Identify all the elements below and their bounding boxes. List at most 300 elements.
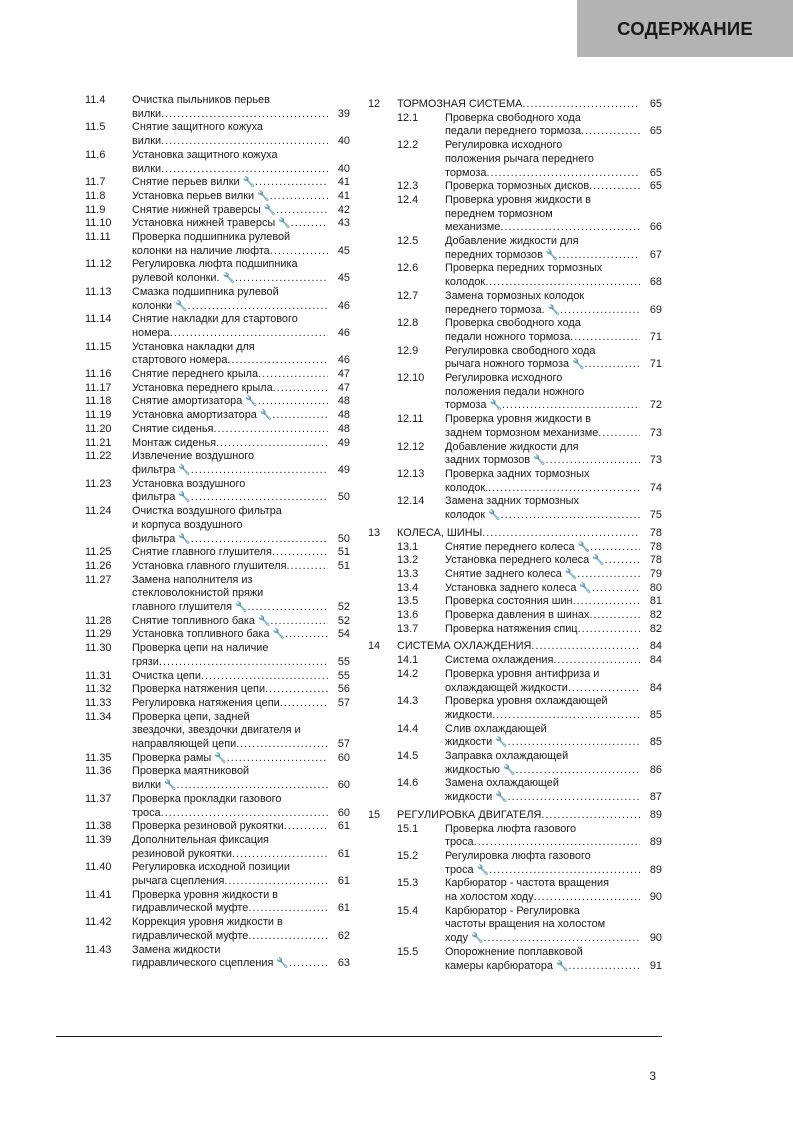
toc-entry-number: 15.5 — [397, 945, 419, 958]
toc-entry-title-line: грязи — [132, 655, 159, 668]
toc-entry-number: 11.13 — [85, 285, 112, 298]
toc-entry-title-line: Коррекция уровня жидкости в — [132, 916, 283, 929]
toc-entry[interactable] — [85, 94, 350, 121]
toc-entry-page: 65 — [649, 166, 662, 179]
toc-entry-title-line: частоты вращения на холостом — [445, 918, 606, 931]
toc-entry-title-line: Проверка тормозных дисков — [445, 180, 590, 193]
toc-entry-number: 15.4 — [397, 904, 419, 917]
toc-entry[interactable] — [368, 527, 662, 541]
toc-entry[interactable] — [85, 341, 350, 368]
dot-leader — [474, 836, 640, 850]
dot-leader — [201, 670, 328, 684]
toc-entry-page: 82 — [649, 622, 662, 635]
toc-entry-title-line: ходу — [445, 932, 468, 945]
toc-entry-number: 13.4 — [397, 581, 419, 594]
toc-entry[interactable] — [368, 180, 662, 194]
dot-leader — [508, 791, 640, 805]
toc-entry[interactable] — [368, 441, 662, 468]
toc-entry[interactable] — [85, 628, 350, 642]
toc-entry-title-line: Заправка охлаждающей — [445, 750, 569, 763]
toc-entry-number: 11.15 — [85, 340, 112, 353]
toc-entry[interactable] — [85, 382, 350, 396]
toc-entry[interactable] — [85, 670, 350, 684]
wrench-icon: 🔧 — [495, 792, 508, 804]
toc-entry-title-line: жидкости — [445, 736, 493, 749]
toc-entry-title-line: Установка топливного бака — [132, 628, 270, 641]
toc-entry-title-line: троса — [445, 863, 474, 876]
toc-entry-title-line: Регулировка люфта подшипника — [132, 258, 298, 271]
toc-entry[interactable] — [85, 834, 350, 861]
toc-entry[interactable] — [368, 495, 662, 522]
toc-entry-page: 56 — [337, 683, 350, 696]
toc-entry-title-line: Установка главного глушителя — [132, 559, 287, 572]
toc-entry-number: 14.4 — [397, 722, 419, 735]
toc-entry-page: 85 — [649, 708, 662, 721]
toc-entry-number: 14.2 — [397, 667, 419, 680]
toc-entry[interactable] — [85, 437, 350, 451]
toc-entry-page: 90 — [649, 932, 662, 945]
toc-entry[interactable] — [85, 683, 350, 697]
toc-entry[interactable] — [85, 765, 350, 792]
toc-entry[interactable] — [368, 609, 662, 623]
toc-entry[interactable] — [368, 595, 662, 609]
toc-entry-number: 11.4 — [85, 94, 106, 106]
dot-leader — [276, 204, 328, 218]
toc-entry[interactable] — [85, 711, 350, 752]
toc-entry[interactable] — [85, 176, 350, 190]
toc-entry-number: 12.14 — [397, 495, 425, 508]
toc-entry-number: 11.26 — [85, 559, 112, 572]
toc-entry[interactable] — [85, 752, 350, 766]
toc-entry-number: 11.42 — [85, 916, 112, 929]
toc-entry-page: 84 — [649, 681, 662, 694]
toc-entry-page: 52 — [337, 614, 350, 627]
toc-entry-number: 11.16 — [85, 368, 112, 381]
toc-entry[interactable] — [368, 695, 662, 722]
toc-entry[interactable] — [368, 723, 662, 750]
toc-entry-number: 11.30 — [85, 642, 112, 655]
toc-entry-title-line: переднего тормоза. — [445, 303, 545, 316]
toc-entry-page: 48 — [337, 422, 350, 435]
wrench-icon: 🔧 — [592, 555, 605, 567]
toc-entry[interactable] — [368, 98, 662, 112]
dot-leader — [255, 176, 328, 190]
toc-entry[interactable] — [368, 317, 662, 344]
wrench-icon: 🔧 — [476, 864, 490, 876]
dot-leader — [568, 682, 640, 696]
toc-entry[interactable] — [368, 809, 662, 823]
toc-entry[interactable] — [85, 560, 350, 574]
toc-entry-number: 12.7 — [397, 289, 419, 302]
toc-entry[interactable] — [368, 290, 662, 317]
toc-entry[interactable] — [368, 877, 662, 904]
toc-entry-title-line: Снятие нижней траверсы — [132, 203, 261, 216]
toc-entry-page: 46 — [337, 354, 350, 367]
toc-entry-number: 11.36 — [85, 765, 112, 778]
dot-leader — [170, 327, 328, 341]
wrench-icon: 🔧 — [259, 410, 273, 422]
toc-entry[interactable] — [85, 149, 350, 176]
toc-entry-page: 57 — [337, 738, 350, 751]
dot-leader — [191, 491, 328, 505]
toc-entry-page: 49 — [337, 436, 350, 449]
wrench-icon: 🔧 — [545, 249, 559, 261]
toc-entry-number: 11.24 — [85, 505, 112, 518]
toc-entry[interactable] — [85, 409, 350, 423]
toc-entry-page: 61 — [337, 902, 350, 915]
toc-entry-number: 11.7 — [85, 176, 106, 189]
toc-entry[interactable] — [85, 258, 350, 285]
dot-leader — [272, 546, 328, 560]
toc-entry-title-line: Замена задних тормозных — [445, 495, 579, 508]
toc-entry-title-line: Проверка маятниковой — [132, 765, 250, 778]
toc-entry-title-line: на холостом ходу — [445, 891, 534, 904]
toc-entry[interactable] — [368, 905, 662, 946]
toc-entry[interactable] — [85, 820, 350, 834]
toc-entry-title-line: Регулировка свободного хода — [445, 344, 596, 357]
toc-entry[interactable] — [85, 286, 350, 313]
toc-entry-number: 14.3 — [397, 695, 419, 708]
toc-entry-number: 12.4 — [397, 193, 419, 206]
wrench-icon: 🔧 — [564, 568, 578, 580]
toc-entry[interactable] — [85, 793, 350, 820]
toc-entry[interactable] — [85, 642, 350, 669]
toc-entry-page: 82 — [649, 609, 662, 622]
toc-entry-title-line: КОЛЕСА, ШИНЫ — [397, 526, 483, 539]
wrench-icon: 🔧 — [547, 304, 560, 316]
toc-entry[interactable] — [85, 231, 350, 258]
dot-leader — [232, 848, 328, 862]
toc-entry-title-line: охлаждающей жидкости — [445, 681, 568, 694]
wrench-icon: 🔧 — [175, 300, 188, 312]
toc-entry-title-line: Регулировка исходного — [445, 139, 563, 152]
toc-entry-title-line: Проверка уровня жидкости в — [132, 888, 278, 901]
toc-entry-title-line: Проверка уровня охлаждающей — [445, 695, 608, 708]
toc-entry-title-line: Замена жидкости — [132, 943, 221, 956]
toc-entry-number: 11.37 — [85, 792, 112, 805]
toc-entry[interactable] — [85, 615, 350, 629]
toc-entry-title-line: и корпуса воздушного — [132, 518, 243, 531]
toc-entry[interactable] — [368, 235, 662, 262]
dot-leader — [248, 930, 328, 944]
toc-entry-title-line: гидравлической муфте — [132, 929, 249, 942]
toc-entry[interactable] — [368, 194, 662, 235]
wrench-icon: 🔧 — [470, 933, 484, 945]
dot-leader — [482, 527, 640, 541]
wrench-icon: 🔧 — [178, 492, 191, 504]
wrench-icon: 🔧 — [257, 615, 271, 627]
wrench-icon: 🔧 — [278, 218, 291, 230]
toc-entry-title-line: колонки на наличие люфта — [132, 244, 270, 257]
toc-entry[interactable] — [368, 668, 662, 695]
toc-entry-page: 73 — [649, 454, 662, 467]
toc-entry-title-line: жидкости — [445, 708, 493, 721]
toc-entry-title-line: гидравлической муфте — [132, 902, 249, 915]
toc-entry-title-line: Проверка уровня жидкости в — [445, 193, 591, 206]
toc-column-right — [368, 94, 662, 973]
toc-entry-number: 13.1 — [397, 540, 419, 553]
toc-entry-title-line: положения рычага переднего — [445, 152, 594, 165]
toc-entry[interactable] — [85, 574, 350, 615]
toc-entry-title-line: тормоза — [445, 399, 487, 412]
toc-entry[interactable] — [368, 541, 662, 555]
toc-entry-page: 40 — [337, 162, 350, 175]
toc-entry[interactable] — [85, 204, 350, 218]
toc-entry-number: 14.5 — [397, 750, 419, 763]
wrench-icon: 🔧 — [533, 455, 546, 467]
dot-leader — [560, 304, 640, 318]
dot-leader — [577, 568, 640, 582]
toc-entry-number: 11.6 — [85, 148, 106, 161]
toc-entry[interactable] — [368, 568, 662, 582]
toc-entry[interactable] — [368, 262, 662, 289]
dot-leader — [284, 820, 328, 834]
toc-entry-page: 68 — [649, 276, 662, 289]
toc-entry-page: 85 — [649, 736, 662, 749]
dot-leader — [534, 891, 640, 905]
toc-entry-page: 60 — [337, 779, 350, 792]
page-number: 3 — [649, 1069, 656, 1083]
dot-leader — [248, 902, 328, 916]
wrench-icon: 🔧 — [495, 737, 508, 749]
toc-entry-page: 78 — [649, 526, 662, 539]
toc-entry-number: 11.23 — [85, 477, 112, 490]
toc-entry-title-line: вилки — [132, 107, 162, 120]
toc-entry-number: 13.7 — [397, 622, 419, 635]
toc-entry[interactable] — [85, 423, 350, 437]
toc-entry-number: 11.18 — [85, 395, 112, 408]
toc-entry-title-line: Регулировка натяжения цепи — [132, 696, 280, 709]
toc-entry-title-line: РЕГУЛИРОВКА ДВИГАТЕЛЯ — [397, 808, 542, 821]
toc-entry-title-line: тормоза — [445, 166, 487, 179]
toc-entry[interactable] — [368, 750, 662, 777]
toc-entry[interactable] — [368, 139, 662, 180]
toc-entry-title-line: Дополнительная фиксация — [132, 833, 269, 846]
toc-entry[interactable] — [368, 582, 662, 596]
toc-entry-page: 40 — [337, 135, 350, 148]
toc-entry-page: 43 — [337, 217, 350, 230]
toc-entry-number: 11.31 — [85, 669, 112, 682]
dot-leader — [568, 960, 640, 974]
toc-entry-title-line: Проверка цепи, задней — [132, 710, 250, 723]
toc-entry[interactable] — [368, 372, 662, 413]
toc-entry[interactable] — [85, 368, 350, 382]
toc-entry-title-line: Установка переднего крыла — [132, 381, 273, 394]
toc-entry-title-line: Слив охлаждающей — [445, 722, 547, 735]
toc-entry[interactable] — [85, 546, 350, 560]
toc-entry[interactable] — [368, 640, 662, 654]
toc-entry-page: 89 — [649, 808, 662, 821]
toc-entry-page: 71 — [649, 330, 662, 343]
toc-entry-page: 65 — [649, 180, 662, 193]
dot-leader — [488, 482, 640, 496]
dot-leader — [573, 595, 640, 609]
toc-entry-title-line: фильтра — [132, 491, 176, 504]
toc-entry-title-line: колонки — [132, 299, 173, 312]
toc-entry[interactable] — [368, 654, 662, 668]
toc-entry-number: 15 — [368, 808, 381, 821]
toc-entry-title-line: Замена тормозных колодок — [445, 289, 585, 302]
toc-entry-page: 54 — [337, 628, 350, 641]
toc-entry-number: 13.3 — [397, 567, 419, 580]
toc-entry-title-line: Снятие защитного кожуха — [132, 121, 263, 134]
toc-entry-title-line: Установка переднего колеса — [445, 554, 590, 567]
toc-entry[interactable] — [368, 413, 662, 440]
toc-entry-title-line: Регулировка исходного — [445, 372, 563, 385]
dot-leader — [589, 609, 640, 623]
dot-leader — [236, 738, 328, 752]
dot-leader — [500, 221, 640, 235]
toc-entry[interactable] — [368, 777, 662, 804]
toc-entry-title-line: вилки — [132, 135, 162, 148]
dot-leader — [508, 736, 640, 750]
dot-leader — [289, 957, 328, 971]
toc-entry-number: 12.9 — [397, 344, 419, 357]
toc-entry-page: 50 — [337, 491, 350, 504]
toc-entry[interactable] — [368, 850, 662, 877]
toc-entry-page: 79 — [649, 567, 662, 580]
toc-entry-title-line: колодок. — [445, 481, 489, 494]
toc-column-left — [85, 94, 350, 971]
toc-entry-title-line: Установка амортизатора — [132, 409, 257, 422]
wrench-icon: 🔧 — [555, 960, 569, 972]
toc-entry-title-line: колодок — [445, 509, 486, 522]
toc-entry[interactable] — [85, 944, 350, 971]
toc-entry-page: 47 — [337, 368, 350, 381]
toc-entry-page: 65 — [649, 125, 662, 138]
toc-entry-number: 12.11 — [397, 413, 424, 426]
toc-entry-number: 11.28 — [85, 614, 112, 627]
wrench-icon: 🔧 — [577, 541, 591, 553]
toc-entry[interactable] — [85, 190, 350, 204]
toc-entry-title-line: Замена охлаждающей — [445, 777, 559, 790]
toc-entry[interactable] — [368, 823, 662, 850]
toc-entry-number: 13.6 — [397, 609, 419, 622]
dot-leader — [258, 395, 328, 409]
toc-entry[interactable] — [368, 623, 662, 637]
toc-entry[interactable] — [85, 450, 350, 477]
dot-leader — [598, 427, 640, 441]
toc-entry-title-line: Добавление жидкости для — [445, 440, 579, 453]
toc-entry-page: 89 — [649, 836, 662, 849]
toc-entry-number: 12.13 — [397, 467, 425, 480]
toc-entry-page: 67 — [649, 248, 662, 261]
toc-entry-title-line: троса — [445, 836, 474, 849]
toc-entry-title-line: Очистка воздушного фильтра — [132, 505, 282, 518]
toc-entry-page: 46 — [337, 299, 350, 312]
wrench-icon: 🔧 — [502, 764, 516, 776]
toc-entry-page: 60 — [337, 751, 350, 764]
dot-leader — [492, 709, 640, 723]
toc-entry-number: 11.40 — [85, 861, 112, 874]
toc-entry[interactable] — [368, 946, 662, 973]
toc-entry[interactable] — [85, 916, 350, 943]
toc-entry-title-line: Проверка прокладки газового — [132, 792, 282, 805]
footer-divider — [56, 1036, 662, 1037]
toc-entry-number: 11.21 — [85, 436, 112, 449]
toc-entry-page: 84 — [649, 654, 662, 667]
toc-entry[interactable] — [368, 468, 662, 495]
toc-entry-title-line: Установка перьев вилки — [132, 189, 255, 202]
toc-entry-title-line: задних тормозов — [445, 454, 531, 467]
toc-entry-number: 13.5 — [397, 595, 419, 608]
toc-entry-number: 14 — [368, 640, 381, 653]
dot-leader — [589, 180, 640, 194]
dot-leader — [541, 809, 640, 823]
dot-leader — [272, 409, 328, 423]
wrench-icon: 🔧 — [164, 780, 177, 792]
toc-entry-title-line: номера — [132, 326, 170, 339]
dot-leader — [483, 932, 640, 946]
toc-entry-title-line: Установка заднего колеса — [445, 581, 577, 594]
toc-entry-page: 61 — [337, 847, 350, 860]
wrench-icon: 🔧 — [263, 204, 277, 216]
toc-entry-title-line: Проверка натяжения спиц — [445, 622, 578, 635]
toc-entry-page: 84 — [649, 640, 662, 653]
wrench-icon: 🔧 — [272, 629, 285, 641]
toc-entry[interactable] — [85, 121, 350, 148]
toc-entry-title-line: Карбюратор - частота вращения — [445, 877, 609, 890]
toc-entry-title-line: стартового номера — [132, 354, 228, 367]
toc-entry-title-line: звездочки, звездочки двигателя и — [132, 724, 301, 737]
dot-leader — [227, 752, 328, 766]
toc-entry-page: 66 — [649, 221, 662, 234]
toc-entry[interactable] — [85, 478, 350, 505]
toc-entry-page: 91 — [649, 959, 662, 972]
toc-entry-page: 65 — [649, 98, 662, 110]
dot-leader — [216, 437, 328, 451]
toc-entry-title-line: Добавление жидкости для — [445, 235, 579, 248]
toc-entry-title-line: Проверка люфта газового — [445, 822, 577, 835]
wrench-icon: 🔧 — [234, 602, 248, 614]
toc-entry-title-line: жидкости — [445, 791, 493, 804]
dot-leader — [291, 217, 328, 231]
dot-leader — [227, 354, 328, 368]
toc-entry-number: 14.1 — [397, 654, 419, 667]
toc-entry-number: 11.29 — [85, 628, 112, 641]
toc-entry-number: 11.25 — [85, 546, 112, 559]
toc-entry[interactable] — [85, 861, 350, 888]
dot-leader — [522, 98, 640, 112]
toc-entry-page: 42 — [337, 203, 350, 216]
toc-entry-title-line: главного глушителя — [132, 601, 232, 614]
toc-entry-title-line: заднем тормозном механизме — [445, 426, 599, 439]
dot-leader — [273, 382, 328, 396]
toc-entry-page: 81 — [649, 595, 662, 608]
toc-entry[interactable] — [85, 313, 350, 340]
dot-leader — [531, 640, 640, 654]
toc-entry-page: 61 — [337, 820, 350, 833]
wrench-icon: 🔧 — [488, 510, 501, 522]
dot-leader — [590, 541, 640, 555]
toc-entry-number: 11.5 — [85, 121, 106, 134]
toc-entry[interactable] — [85, 697, 350, 711]
toc-entry[interactable] — [85, 217, 350, 231]
toc-entry-title-line: механизме — [445, 221, 501, 234]
dot-leader — [177, 779, 328, 793]
toc-entry-number: 12.6 — [397, 262, 419, 275]
toc-entry[interactable] — [368, 112, 662, 139]
toc-entry[interactable] — [368, 345, 662, 372]
toc-entry[interactable] — [368, 554, 662, 568]
toc-entry-title-line: ТОРМОЗНАЯ СИСТЕМА — [397, 98, 523, 110]
toc-entry[interactable] — [85, 889, 350, 916]
toc-entry-number: 13.2 — [397, 554, 419, 567]
section-header-tab — [577, 0, 793, 57]
toc-entry[interactable] — [85, 395, 350, 409]
toc-entry-number: 11.38 — [85, 820, 112, 833]
toc-entry[interactable] — [85, 505, 350, 546]
